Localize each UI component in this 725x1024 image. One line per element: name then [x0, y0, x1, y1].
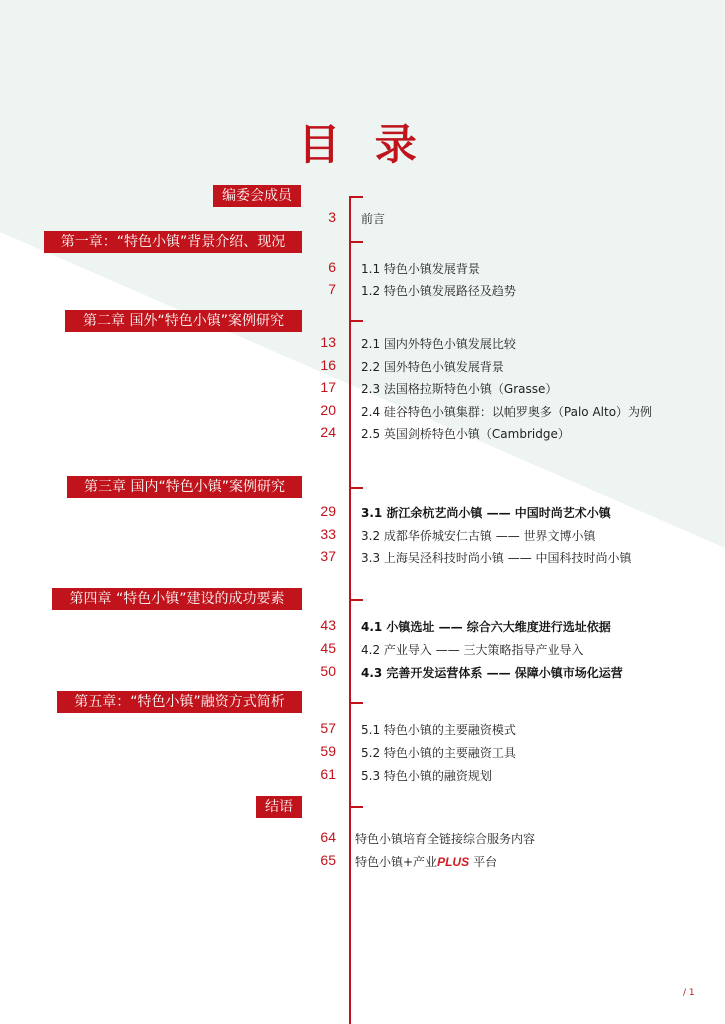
toc-entry[interactable]: 1.2 特色小镇发展路径及趋势	[361, 284, 516, 298]
toc-entry[interactable]: 特色小镇培育全链接综合服务内容	[355, 832, 536, 846]
page-number: 16	[320, 357, 336, 373]
page-number: 17	[320, 379, 336, 395]
tick	[349, 487, 363, 489]
toc-entry[interactable]: 5.3 特色小镇的融资规划	[361, 769, 492, 783]
toc-entry[interactable]: 5.2 特色小镇的主要融资工具	[361, 746, 516, 760]
toc-entry[interactable]: 1.1 特色小镇发展背景	[361, 262, 480, 276]
section-chapter-1[interactable]: 第一章：“特色小镇”背景介绍、现况	[44, 231, 302, 253]
page-number: 13	[320, 334, 336, 350]
section-chapter-5[interactable]: 第五章：“特色小镇”融资方式简析	[57, 691, 302, 713]
entry-text-after: 平台	[473, 855, 498, 869]
entry-text-before: 特色小镇+产业	[355, 855, 438, 869]
page-number: 24	[320, 424, 336, 440]
toc-entry[interactable]: 4.3 完善开发运营体系 —— 保障小镇市场化运营	[361, 666, 623, 680]
page-number: 57	[320, 720, 336, 736]
toc-entry-plus[interactable]	[355, 853, 497, 870]
page-number: 64	[320, 829, 336, 845]
page-number: 45	[320, 640, 336, 656]
page-number: 59	[320, 743, 336, 759]
toc-entry[interactable]: 3.1 浙江余杭艺尚小镇 —— 中国时尚艺术小镇	[361, 506, 611, 520]
section-chapter-2[interactable]: 第二章 国外“特色小镇”案例研究	[65, 310, 302, 332]
page-number: 7	[328, 281, 336, 297]
page-number-footer: / 1	[683, 988, 695, 998]
toc-entry[interactable]: 前言	[361, 212, 386, 226]
page-title: 目 录	[298, 120, 427, 169]
page-number: 37	[320, 548, 336, 564]
tick	[349, 702, 363, 704]
section-chapter-4[interactable]: 第四章 “特色小镇”建设的成功要素	[52, 588, 302, 610]
section-editorial[interactable]: 编委会成员	[213, 185, 301, 207]
page-number: 50	[320, 663, 336, 679]
toc-entry[interactable]: 5.1 特色小镇的主要融资模式	[361, 723, 516, 737]
page-number: 61	[320, 766, 336, 782]
page-number: 3	[328, 209, 336, 225]
tick	[349, 196, 363, 198]
toc-entry[interactable]: 3.3 上海吴泾科技时尚小镇 —— 中国科技时尚小镇	[361, 551, 632, 565]
plus-logo: PLUS	[437, 855, 470, 869]
section-chapter-3[interactable]: 第三章 国内“特色小镇”案例研究	[67, 476, 302, 498]
page-number: 65	[320, 852, 336, 868]
toc-entry[interactable]: 4.2 产业导入 —— 三大策略指导产业导入	[361, 643, 584, 657]
tick	[349, 241, 363, 243]
page-number: 20	[320, 402, 336, 418]
toc-entry[interactable]: 2.4 硅谷特色小镇集群：以帕罗奥多（Palo Alto）为例	[361, 405, 653, 419]
toc-entry[interactable]: 4.1 小镇选址 —— 综合六大维度进行选址依据	[361, 620, 611, 634]
page-number: 43	[320, 617, 336, 633]
toc-entry[interactable]: 2.5 英国剑桥特色小镇（Cambridge）	[361, 427, 570, 441]
section-conclusion[interactable]: 结语	[256, 796, 302, 818]
tick	[349, 806, 363, 808]
page-number: 29	[320, 503, 336, 519]
toc-entry[interactable]: 2.1 国内外特色小镇发展比较	[361, 337, 516, 351]
tick	[349, 320, 363, 322]
page-number: 6	[328, 259, 336, 275]
tick	[349, 599, 363, 601]
page-number: 33	[320, 526, 336, 542]
toc-entry[interactable]: 2.2 国外特色小镇发展背景	[361, 360, 504, 374]
toc-entry[interactable]: 2.3 法国格拉斯特色小镇（Grasse）	[361, 382, 558, 396]
toc-entry[interactable]: 3.2 成都华侨城安仁古镇 —— 世界文博小镇	[361, 529, 596, 543]
